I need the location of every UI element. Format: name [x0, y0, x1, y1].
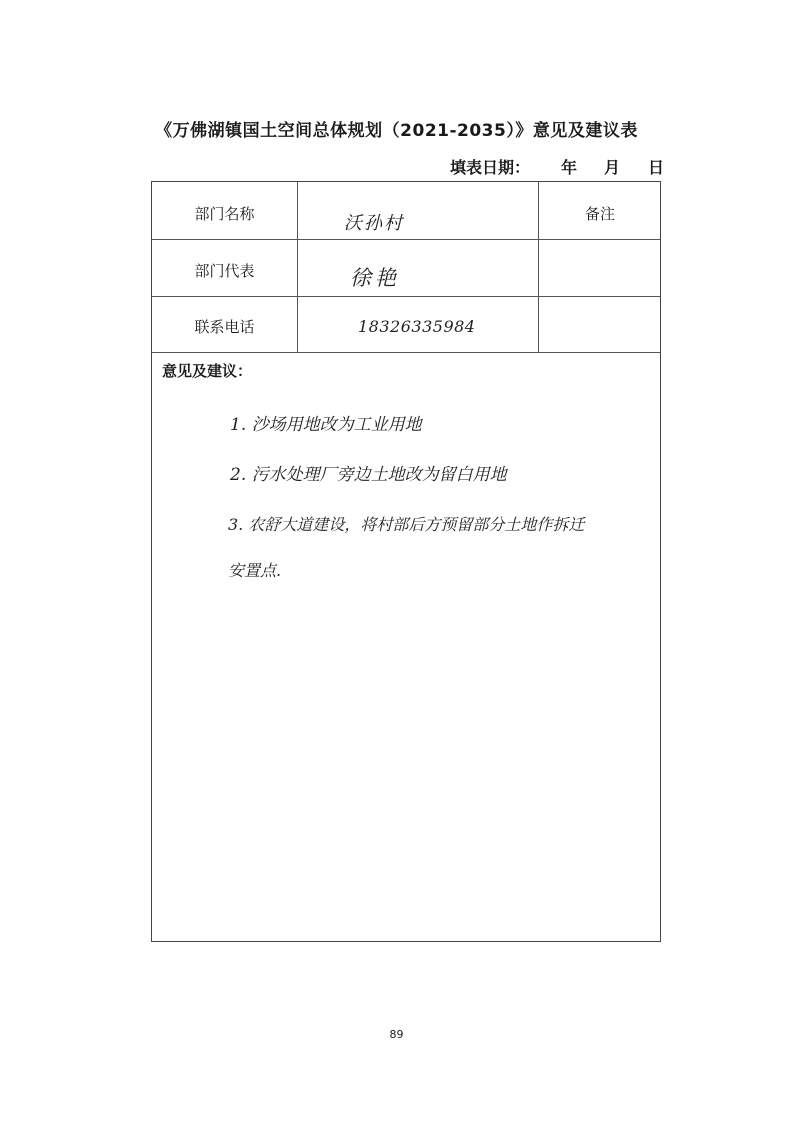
- row-divider: [152, 239, 660, 240]
- fill-date-day: 日: [648, 158, 665, 177]
- fill-date-year: 年: [561, 158, 578, 177]
- remark-label: 备注: [584, 205, 615, 223]
- fill-date-row: [450, 155, 665, 177]
- department-representative-label: 部门代表: [194, 262, 255, 280]
- contact-phone-value: 18326335984: [358, 317, 476, 336]
- suggestion-item: 安置点.: [228, 561, 282, 580]
- fill-date-label: 填表日期：: [450, 158, 531, 177]
- department-representative-value: 徐艳: [350, 266, 400, 290]
- suggestions-heading: 意见及建议：: [162, 362, 253, 380]
- suggestion-item: 2. 污水处理厂旁边土地改为留白用地: [230, 465, 507, 485]
- contact-phone-label: 联系电话: [194, 318, 255, 336]
- opinion-form: [151, 181, 661, 942]
- row-divider: [152, 352, 660, 353]
- fill-date-month: 月: [604, 158, 621, 177]
- department-name-value: 沃孙村: [344, 213, 404, 234]
- column-divider: [297, 182, 298, 352]
- department-name-label: 部门名称: [194, 205, 255, 223]
- suggestion-item: 3. 农舒大道建设，将村部后方预留部分土地作拆迁: [228, 515, 585, 534]
- document-title: 《万佛湖镇国土空间总体规划（2021-2035）》意见及建议表: [155, 121, 638, 141]
- page-number: 89: [389, 1028, 404, 1041]
- row-divider: [152, 296, 660, 297]
- suggestion-item: 1. 沙场用地改为工业用地: [230, 415, 422, 435]
